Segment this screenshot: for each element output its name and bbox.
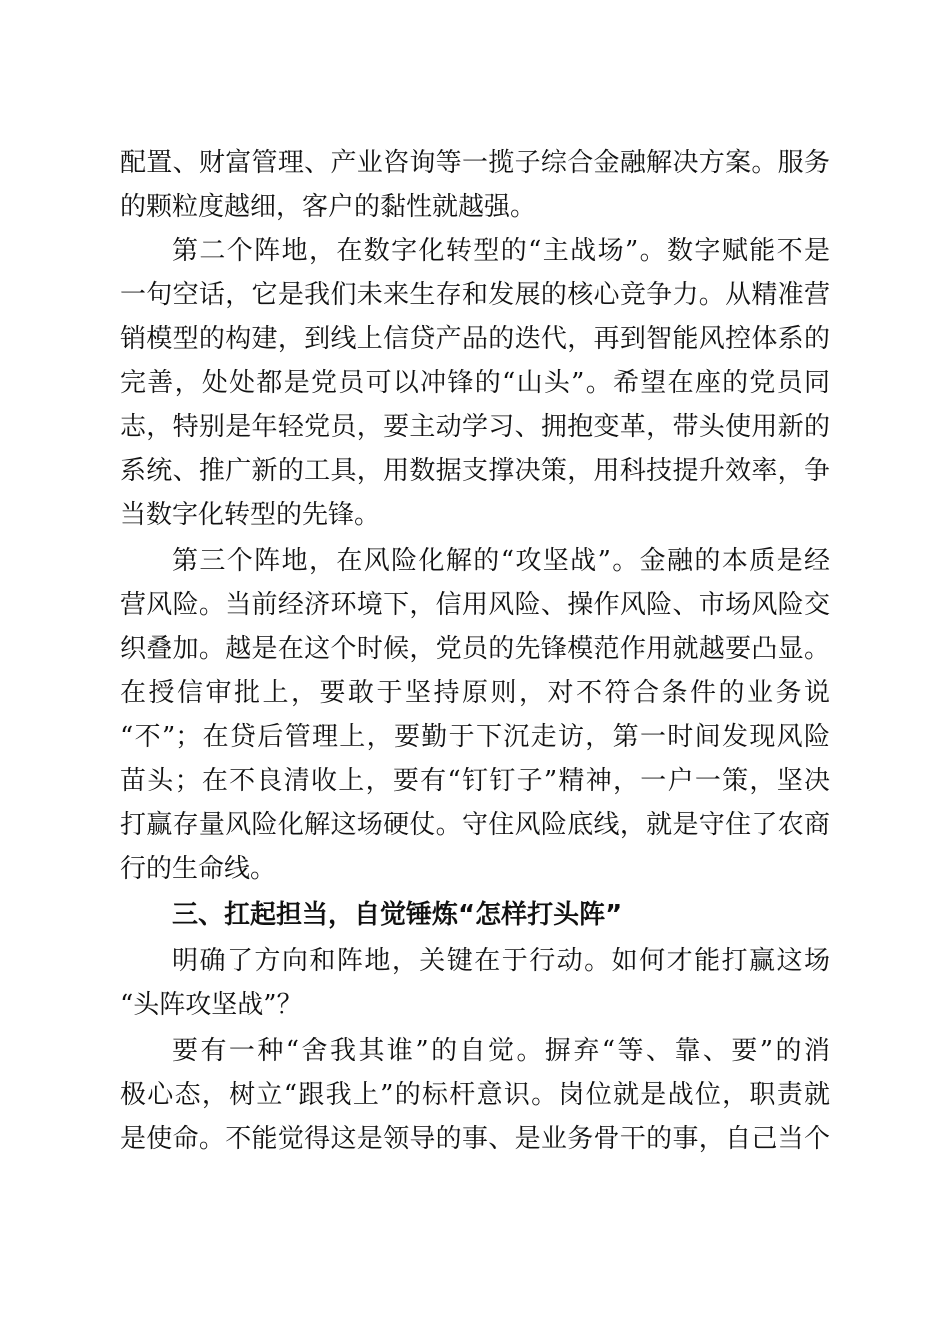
text-line: 打赢存量风险化解这场硬仗。守住风险底线，就是守住了农商 [120,810,830,840]
text-line: 极心态，树立“跟我上”的标杆意识。岗位就是战位，职责就 [120,1080,830,1110]
text-line: “不”；在贷后管理上，要勤于下沉走访，第一时间发现风险 [120,722,830,752]
text-line: 配置、财富管理、产业咨询等一揽子综合金融解决方案。服务 [120,148,830,178]
text-line: 行的生命线。 [120,854,277,884]
text-line: 系统、推广新的工具，用数据支撑决策，用科技提升效率，争 [120,456,830,486]
text-line: “头阵攻坚战”？ [120,990,303,1020]
text-line: 志，特别是年轻党员，要主动学习、拥抱变革，带头使用新的 [120,412,830,442]
paragraph-start-line: 第三个阵地，在风险化解的“攻坚战”。金融的本质是经 [172,546,830,576]
text-line: 织叠加。越是在这个时候，党员的先锋模范作用就越要凸显。 [120,634,830,664]
text-line: 销模型的构建，到线上信贷产品的迭代，再到智能风控体系的 [120,324,830,354]
text-line: 在授信审批上，要敢于坚持原则，对不符合条件的业务说 [120,678,830,708]
section-heading: 三、扛起担当，自觉锤炼“怎样打头阵” [172,900,623,930]
text-line: 完善，处处都是党员可以冲锋的“山头”。希望在座的党员同 [120,368,830,398]
paragraph-start-line: 明确了方向和阵地，关键在于行动。如何才能打赢这场 [172,946,830,976]
paragraph-start-line: 第二个阵地，在数字化转型的“主战场”。数字赋能不是 [172,236,830,266]
text-line: 是使命。不能觉得这是领导的事、是业务骨干的事，自己当个 [120,1124,830,1154]
text-line: 的颗粒度越细，客户的黏性就越强。 [120,192,537,222]
text-line: 当数字化转型的先锋。 [120,500,381,530]
text-line: 苗头；在不良清收上，要有“钉钉子”精神，一户一策，坚决 [120,766,830,796]
paragraph-start-line: 要有一种“舍我其谁”的自觉。摒弃“等、靠、要”的消 [172,1036,830,1066]
text-line: 营风险。当前经济环境下，信用风险、操作风险、市场风险交 [120,590,830,620]
text-line: 一句空话，它是我们未来生存和发展的核心竞争力。从精准营 [120,280,830,310]
